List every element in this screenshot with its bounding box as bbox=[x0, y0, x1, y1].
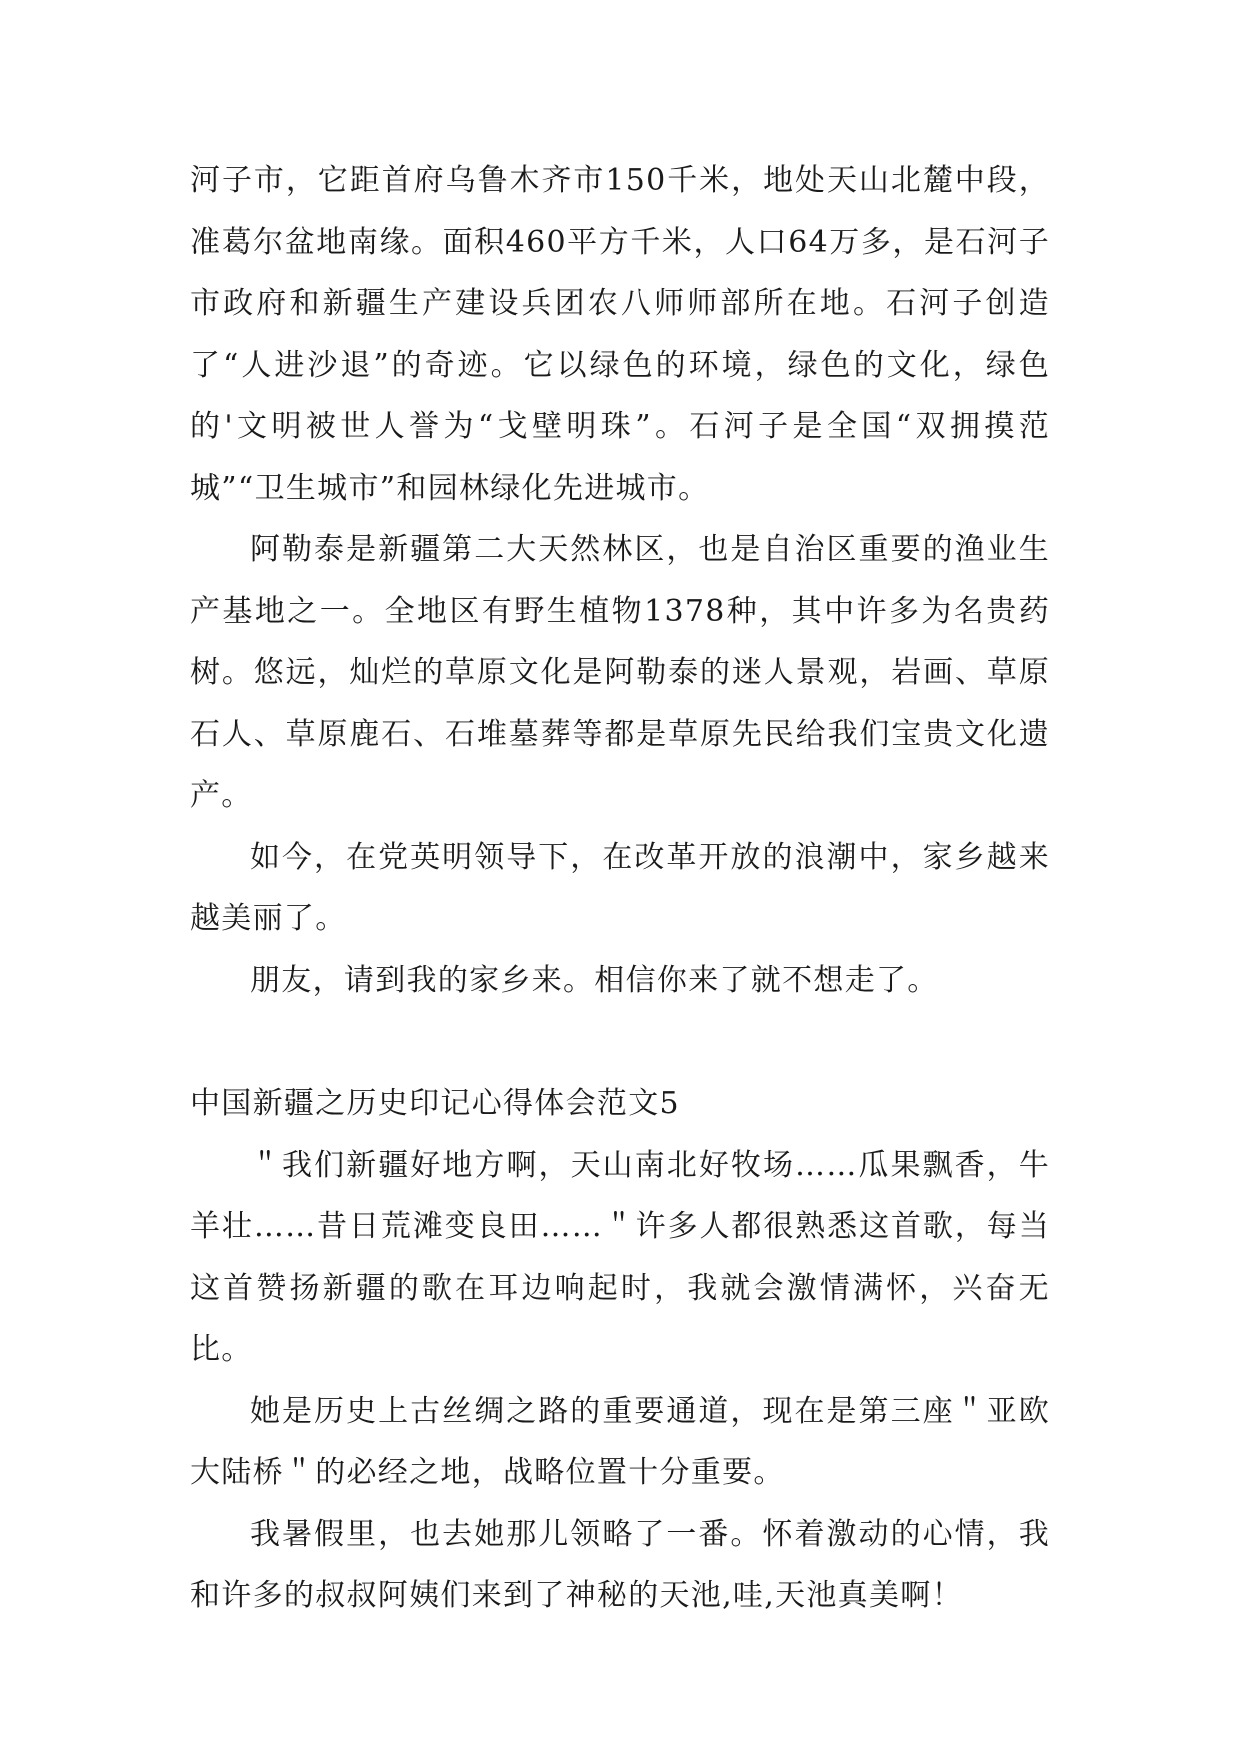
paragraph-invitation: 朋友，请到我的家乡来。相信你来了就不想走了。 bbox=[250, 962, 939, 998]
paragraph-silk-road: 她是历史上古丝绸之路的重要通道，现在是第三座＂亚欧大陆桥＂的必经之地，战略位置十分重要。 bbox=[190, 1393, 1050, 1490]
paragraph-hometown-beautiful: 如今，在党英明领导下，在改革开放的浪潮中，家乡越来越美丽了。 bbox=[190, 839, 1050, 936]
paragraph-song: ＂我们新疆好地方啊，天山南北好牧场……瓜果飘香，牛羊壮……昔日荒滩变良田……＂许多人都很熟悉这首歌，每当这首赞扬新疆的歌在耳边响起时，我就会激情满怀，兴奋无比。 bbox=[190, 1147, 1050, 1367]
document-body bbox=[190, 150, 1050, 1627]
section-title: 中国新疆之历史印记心得体会范文5 bbox=[190, 1086, 680, 1121]
section-spacer bbox=[190, 1011, 1050, 1073]
paragraph-altay: 阿勒泰是新疆第二大天然林区，也是自治区重要的渔业生产基地之一。全地区有野生植物1378种，其中许多为名贵药树。悠远，灿烂的草原文化是阿勒泰的迷人景观，岩画、草原石人、草原鹿石、石堆墓葬等都是草原先民给我们宝贵文化遗产。 bbox=[190, 532, 1050, 813]
paragraph-shihezi: 河子市，它距首府乌鲁木齐市150千米，地处天山北麓中段，准葛尔盆地南缘。面积460平方千米，人口64万多，是石河子市政府和新疆生产建设兵团农八师师部所在地。石河子创造了“人进沙退”的奇迹。它以绿色的环境，绿色的文化，绿色的'文明被世人誉为“戈壁明珠”。石河子是全国“双拥摸范城”“卫生城市”和园林绿化先进城市。 bbox=[190, 163, 1050, 506]
paragraph-tianchi: 我暑假里，也去她那儿领略了一番。怀着激动的心情，我和许多的叔叔阿姨们来到了神秘的天池,哇,天池真美啊！ bbox=[190, 1516, 1050, 1613]
